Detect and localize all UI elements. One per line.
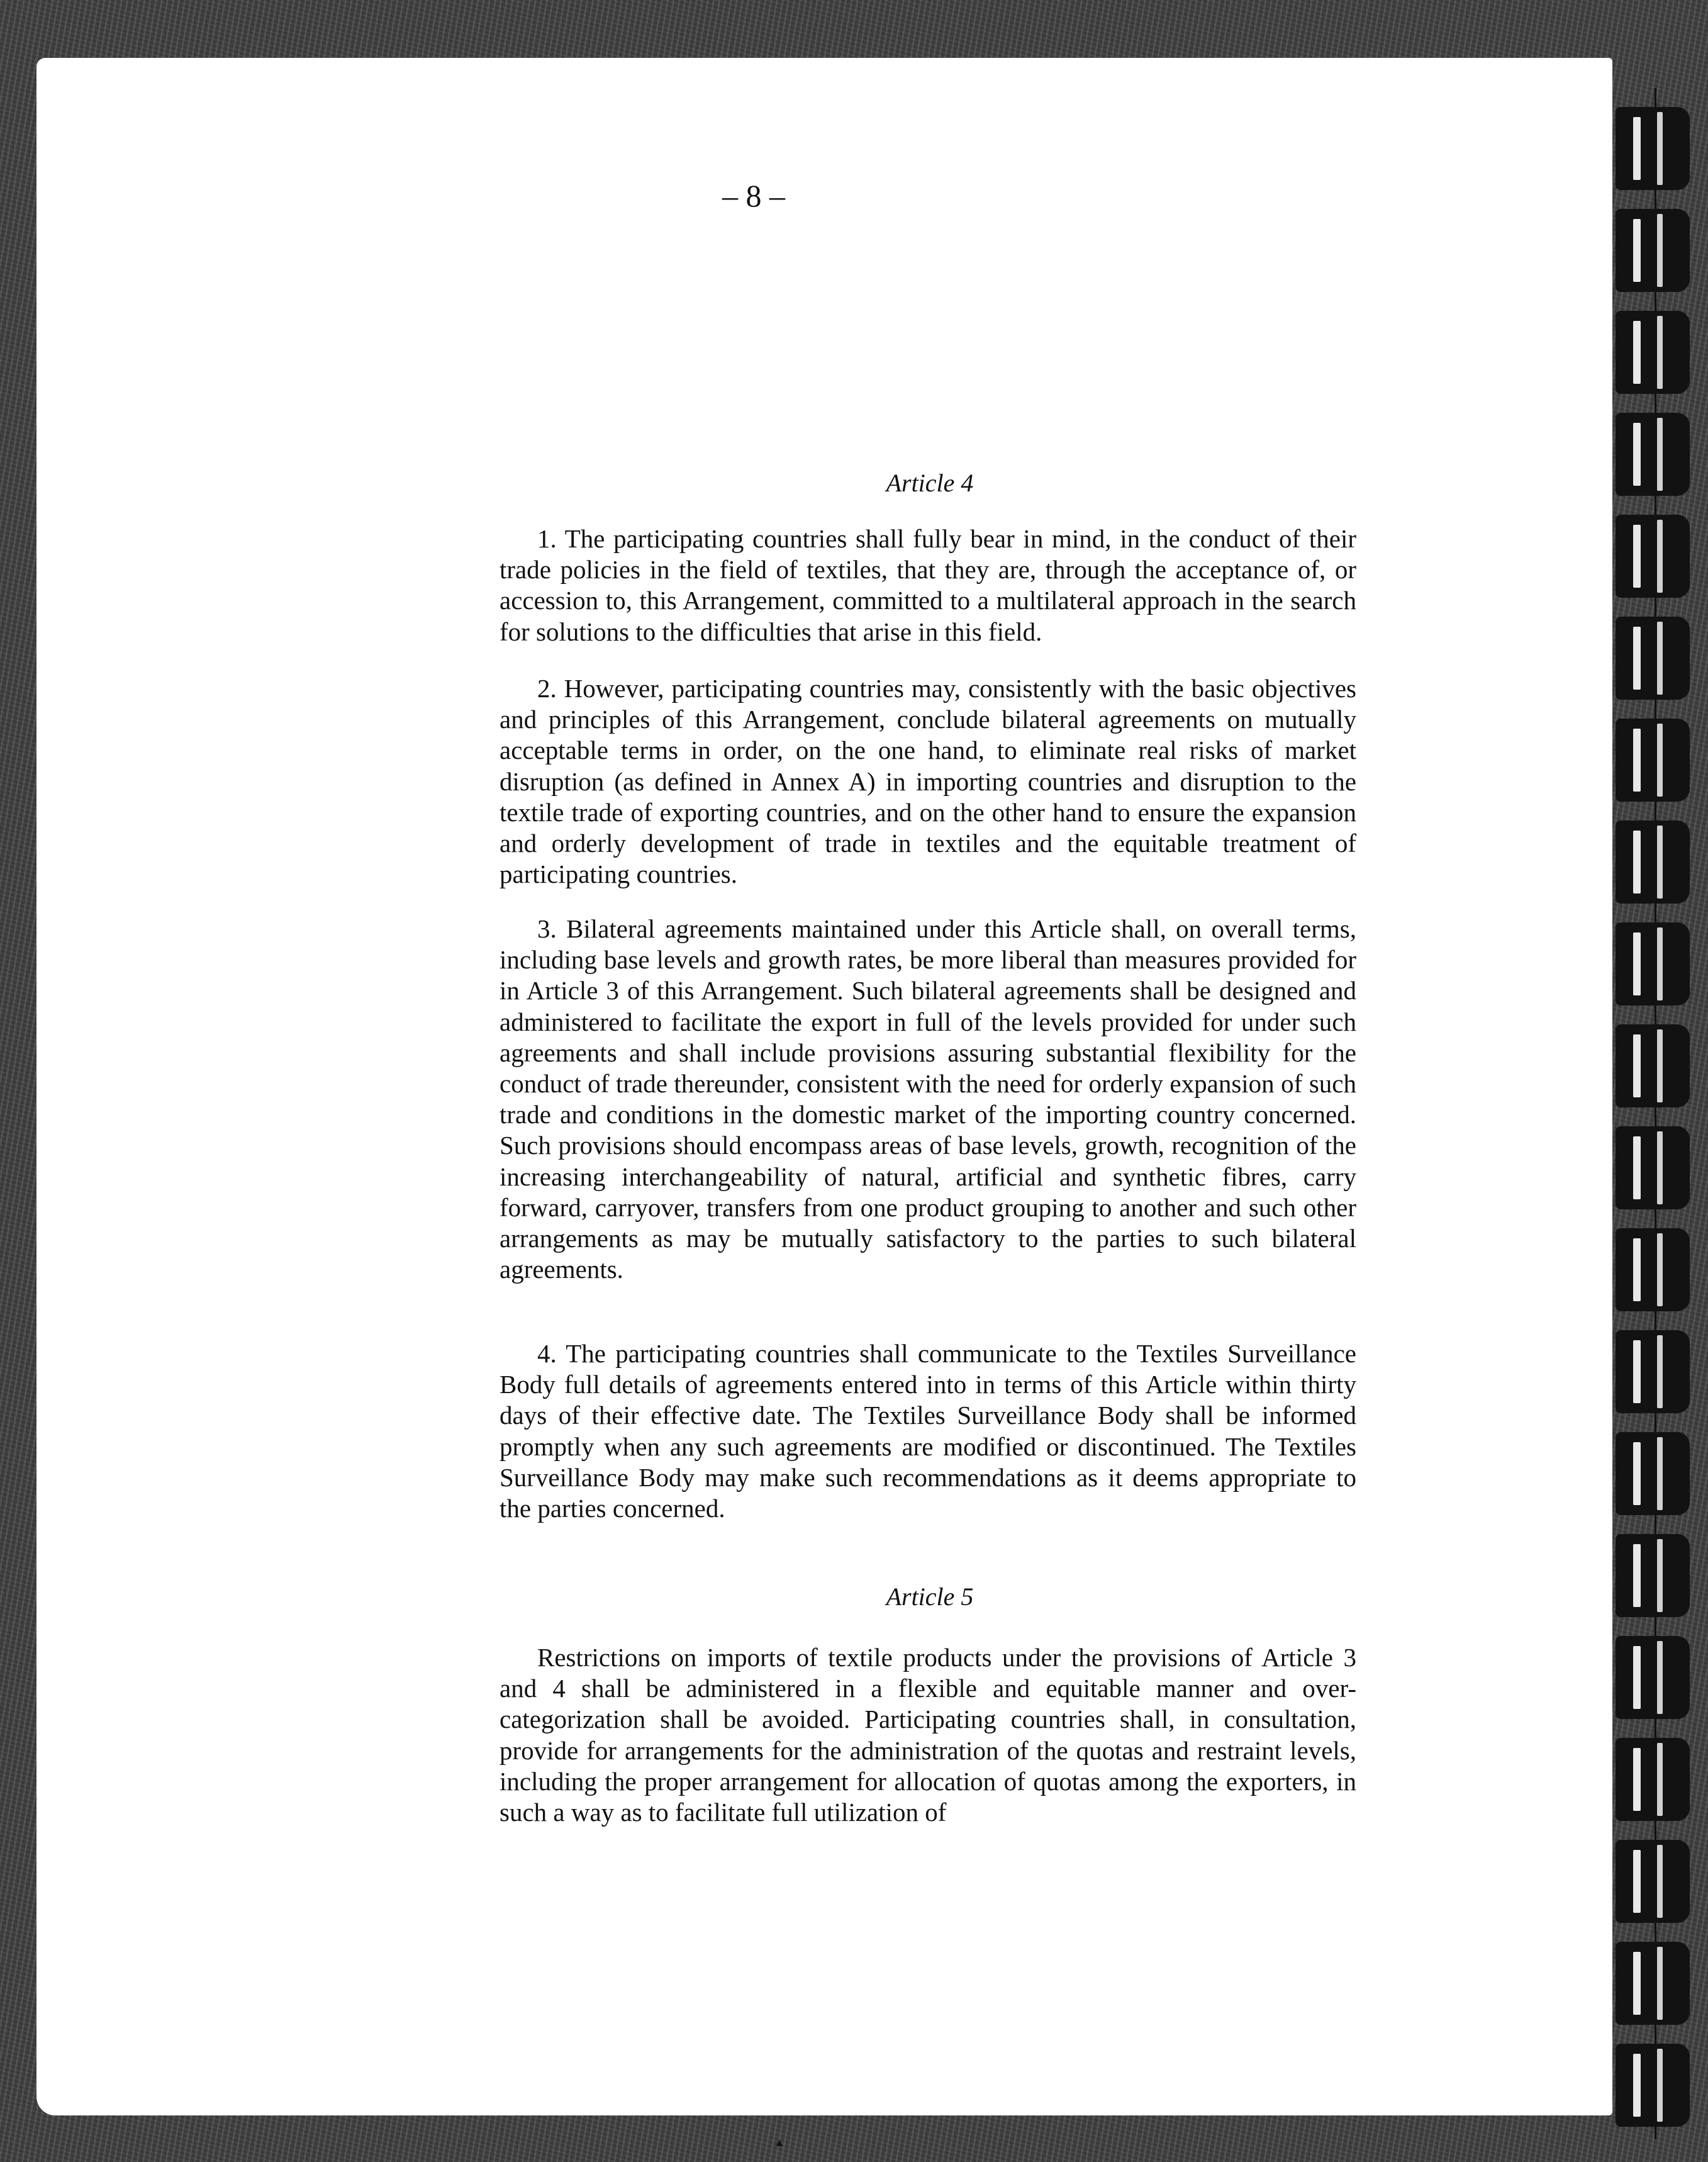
document-page [36, 58, 1612, 2149]
binding-coil [1616, 1636, 1690, 1719]
binding-coil [1616, 1228, 1690, 1311]
article-4-paragraph-1: 1. The participating countries shall fully bear in mind, in the conduct of their trade policies in the field of textiles, that they are, through the acceptance of, or accession to, this Arrangement, committed to a multilateral approach in the search for solutions to the difficulties that arise in this field. [500, 524, 1356, 646]
article-4-paragraph-2: 2. However, participating countries may, consistently with the basic objectives and principles of this Arrangement, conclude bilateral agreements on mutually acceptable terms in order, on the one hand, to eliminate real risks of market disruption (as defined in Annex A) in importing countries and disruption to the textile trade of exporting countries, and on the other hand to ensure the expansion and orderly development of trade in textiles and the equitable treatment of participating countries. [500, 674, 1356, 889]
article-4-paragraph-4: 4. The participating countries shall communicate to the Textiles Surveillance Body full details of agreements entered into in terms of this Article within thirty days of their effective date. The Textiles Surveillance Body shall be informed promptly when any such agreements are modified or discontinued. The Textiles Surveillance Body may make such recommendations as it deems appropriate to the parties concerned. [500, 1339, 1356, 1523]
binding-coil [1616, 413, 1690, 496]
binding-spine [1655, 88, 1656, 2139]
binding-coil [1616, 1942, 1690, 2025]
footer-mark: ▴ [776, 2136, 783, 2149]
page-number: – 8 – [722, 178, 785, 213]
binding-coil [1616, 1738, 1690, 1821]
binding-coil [1616, 617, 1690, 700]
binding-coil [1616, 1126, 1690, 1209]
binding-coil [1616, 2044, 1690, 2127]
binding-coil [1616, 1024, 1690, 1107]
binding-coil [1616, 1534, 1690, 1617]
spiral-binding [1610, 88, 1708, 2139]
binding-coil [1616, 1330, 1690, 1413]
binding-coil [1616, 821, 1690, 904]
binding-coil [1616, 1432, 1690, 1515]
binding-coil [1616, 209, 1690, 292]
article-4-heading: Article 4 [886, 469, 974, 497]
article-4-paragraph-3: 3. Bilateral agreements maintained under this Article shall, on overall terms, including base levels and growth rates, be more liberal than measures provided for in Article 3 of this Arrangement. Such bilateral agreements shall be designed and administered to facilitate the export in full of the levels provided for under such agreements and shall include provisions assuring substantial flexibility for the conduct of trade thereunder, consistent with the need for orderly expansion of such trade and conditions in the domestic market of the importing country concerned. Such provisions should encompass areas of base levels, growth, recognition of the increasing interchangeability of natural, artificial and synthetic fibres, carry forward, carryover, transfers from one product grouping to another and such other arrangements as may be mutually satisfactory to the parties to such bilateral agreements. [500, 914, 1356, 1284]
binding-coil [1616, 922, 1690, 1005]
binding-coil [1616, 1840, 1690, 1923]
binding-coil [1616, 107, 1690, 190]
binding-coil [1616, 311, 1690, 394]
article-5-heading: Article 5 [886, 1582, 974, 1611]
binding-coil [1616, 515, 1690, 598]
article-5-paragraph-1: Restrictions on imports of textile products under the provisions of Article 3 and 4 shall be administered in a flexible and equitable manner and over-categorization shall be avoided. Participating countries shall, in consultation, provide for arrangements for the administration of the quotas and restraint levels, including the proper arrangement for allocation of quotas among the exporters, in such a way as to facilitate full utilization of [500, 1643, 1356, 1827]
binding-coil [1616, 719, 1690, 802]
